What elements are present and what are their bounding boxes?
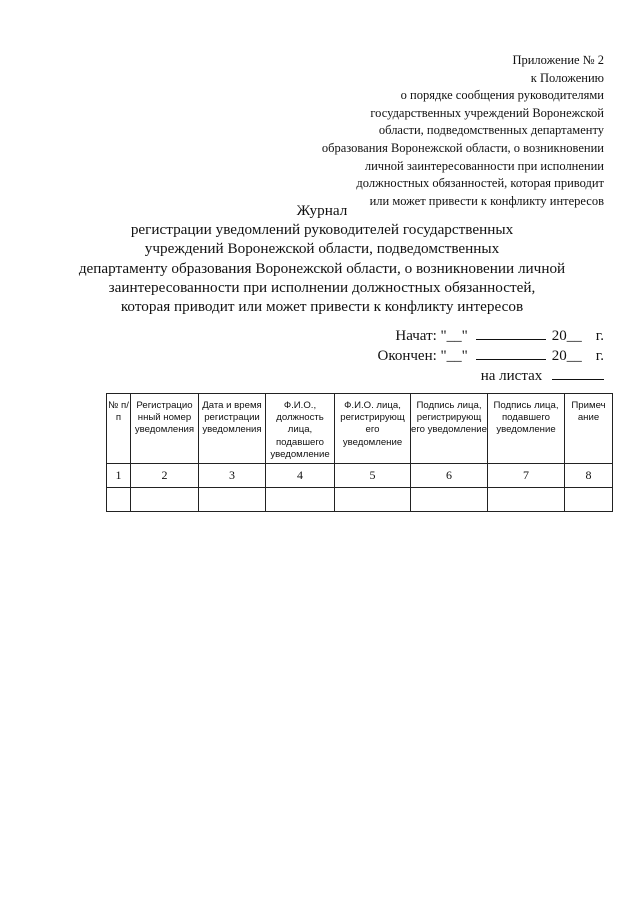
journal-title-block — [40, 201, 604, 316]
table-cell — [199, 488, 266, 512]
appendix-line: или может привести к конфликту интересов — [369, 193, 604, 208]
appendix-line: государственных учреждений Воронежской — [370, 105, 604, 120]
ended-year: 20__ — [551, 348, 582, 364]
column-header: Примеч ание — [565, 394, 613, 464]
ended-month-blank — [476, 346, 546, 360]
sheets-label: на листах — [480, 368, 543, 384]
started-year: 20__ — [551, 328, 582, 344]
appendix-line: области, подведомственных департаменту — [378, 123, 604, 138]
column-number: 1 — [107, 464, 131, 488]
appendix-line: образования Воронежской области, о возникновении — [321, 140, 604, 155]
journal-subtitle-line: которая приводит или может привести к конфликту интересов — [120, 298, 524, 316]
column-number: 2 — [131, 464, 199, 488]
journal-dates — [304, 326, 604, 386]
appendix-line: личной заинтересованности при исполнении — [364, 158, 604, 173]
started-month-blank — [476, 326, 546, 340]
journal-table — [106, 393, 613, 512]
started-date-row — [304, 326, 604, 346]
table-cell — [131, 488, 199, 512]
appendix-line: к Положению — [530, 70, 604, 85]
started-label: Начат: "__" — [395, 328, 468, 344]
table-cell — [565, 488, 613, 512]
table-cell — [266, 488, 335, 512]
column-number: 3 — [199, 464, 266, 488]
column-header: Ф.И.О. лица, регистрирующ его уведомление — [335, 394, 411, 464]
ended-label: Окончен: "__" — [377, 348, 468, 364]
journal-subtitle-line: заинтересованности при исполнении должностных обязанностей, — [108, 278, 536, 296]
table-cell — [488, 488, 565, 512]
journal-subtitle-line: департаменту образования Воронежской области, о возникновении личной — [78, 259, 566, 277]
started-year-suffix: г. — [595, 328, 604, 344]
journal-title: Журнал — [296, 202, 348, 219]
column-header: Дата и время регистрации уведомления — [199, 394, 266, 464]
table-row — [107, 488, 613, 512]
column-header: № п/п — [107, 394, 131, 464]
column-number-row — [107, 464, 613, 488]
column-number: 4 — [266, 464, 335, 488]
ended-date-row — [304, 346, 604, 366]
table-cell — [335, 488, 411, 512]
column-header: Ф.И.О., должность лица, подавшего уведомление — [266, 394, 335, 464]
column-number: 5 — [335, 464, 411, 488]
column-number: 6 — [411, 464, 488, 488]
appendix-line: о порядке сообщения руководителями — [400, 88, 604, 103]
journal-subtitle-line: учреждений Воронежской области, подведомственных — [144, 240, 500, 258]
journal-subtitle-line: регистрации уведомлений руководителей государственных — [130, 221, 514, 239]
appendix-line: должностных обязанностей, которая приводит — [356, 176, 604, 191]
appendix-header — [284, 52, 604, 210]
table-header-row — [107, 394, 613, 464]
sheets-blank — [552, 366, 604, 380]
appendix-line: Приложение № 2 — [512, 53, 604, 67]
ended-year-suffix: г. — [595, 348, 604, 364]
column-header: Подпись лица, регистрирующ его уведомление — [411, 394, 488, 464]
column-header: Подпись лица, подавшего уведомление — [488, 394, 565, 464]
column-number: 8 — [565, 464, 613, 488]
table-cell — [411, 488, 488, 512]
table-cell — [107, 488, 131, 512]
column-header: Регистрацио нный номер уведомления — [131, 394, 199, 464]
column-number: 7 — [488, 464, 565, 488]
sheets-row — [304, 366, 604, 386]
